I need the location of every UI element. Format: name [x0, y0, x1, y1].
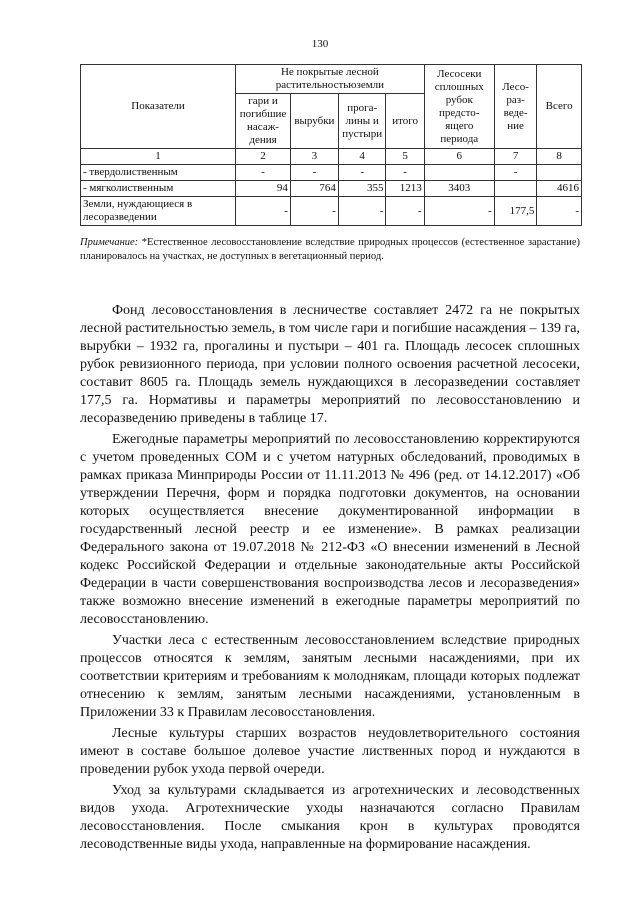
table-cell: -: [236, 165, 291, 181]
table-cell: -: [290, 197, 338, 226]
table-cell: 177,5: [494, 197, 536, 226]
table-note: [80, 236, 580, 264]
paragraph: Уход за культурами складывается из агротехнических и лесоводственных видов ухода. Агротехнические уходы назначаются согласно Правилам лесовосстановления. После смыкания крон в культурах проводятся лесоводственные виды ухода, направленные на формирование насаждения.: [80, 783, 580, 852]
body-text: [80, 302, 580, 854]
column-number: 4: [338, 149, 386, 165]
table-cell: -: [537, 197, 582, 226]
table-row: [81, 197, 582, 226]
header-glades: прога-лины и пустыри: [338, 94, 386, 149]
page-number: 130: [311, 38, 329, 50]
paragraph: Лесные культуры старших возрастов неудовлетворительного состояния имеют в составе большое долевое участие лиственных пород и нуждаются в проведении рубок ухода первой очереди.: [80, 726, 580, 777]
header-total: Всего: [537, 65, 582, 149]
note-text: *Естественное лесовосстановление вследствие природных процессов (естественное зарастание) планировалось на участках, не доступных в вегетационный период.: [80, 237, 580, 262]
column-number-row: [81, 149, 582, 165]
table-cell: -: [338, 165, 386, 181]
table-row: [81, 181, 582, 197]
note-label: Примечание:: [80, 237, 139, 248]
column-number: 6: [424, 149, 494, 165]
table-cell: -: [236, 197, 291, 226]
header-burned-areas: гари и погибшие насаж-дения: [236, 94, 291, 149]
header-afforestation: Лесо-раз-веде-ние: [494, 65, 536, 149]
table-cell: 3403: [424, 181, 494, 197]
table-row: [81, 165, 582, 181]
column-number: 2: [236, 149, 291, 165]
header-clearcut-areas: Лесосеки сплошных рубок предсто-ящего периода: [424, 65, 494, 149]
column-number: 1: [81, 149, 236, 165]
header-cutovers: вырубки: [290, 94, 338, 149]
header-not-covered-lands: Не покрытые лесной растительностьюземли: [236, 65, 425, 94]
column-number: 5: [386, 149, 424, 165]
reforestation-table: [80, 64, 582, 226]
table-cell: -: [494, 165, 536, 181]
table-cell: -: [386, 197, 424, 226]
table-cell: -: [386, 165, 424, 181]
table-cell: 4616: [537, 181, 582, 197]
table-cell: 94: [236, 181, 291, 197]
row-label: Земли, нуждающиеся в лесоразведении: [81, 197, 236, 226]
table-cell: [494, 181, 536, 197]
paragraph: Фонд лесовосстановления в лесничестве составляет 2472 га не покрытых лесной растительностью земель, в том числе гари и погибшие насаждения – 139 га, вырубки – 1932 га, прогалины и пустыри – 401 га. Площадь лесосек сплошных рубок ревизионного периода, при условии полного освоения расчетной лесосеки, составит 8605 га. Площадь земель нуждающихся в лесоразведении составляет 177,5 га. Нормативы и параметры мероприятий по лесовосстановлению и лесоразведению приведены в таблице 17.: [80, 303, 580, 426]
table-cell: -: [424, 197, 494, 226]
table-cell: [537, 165, 582, 181]
column-number: 7: [494, 149, 536, 165]
table-cell: 764: [290, 181, 338, 197]
table-cell: 1213: [386, 181, 424, 197]
paragraph: Участки леса с естественным лесовосстановлением вследствие природных процессов относятся к землям, занятым лесными насаждениями, при их соответствии критериям и требованиям к молоднякам, площади которых подлежат отнесению к землям, занятым лесными насаждениями, установленным в Приложении 33 к Правилам лесовосстановления.: [80, 633, 580, 720]
row-label: - мягколиственным: [81, 181, 236, 197]
table-cell: 355: [338, 181, 386, 197]
row-label: - твердолиственным: [81, 165, 236, 181]
table-cell: -: [290, 165, 338, 181]
header-subtotal: итого: [386, 94, 424, 149]
column-number: 8: [537, 149, 582, 165]
table-cell: [424, 165, 494, 181]
column-number: 3: [290, 149, 338, 165]
table-cell: -: [338, 197, 386, 226]
header-indicators: Показатели: [81, 65, 236, 149]
paragraph: Ежегодные параметры мероприятий по лесовосстановлению корректируются с учетом проведенных СОМ и с учетом натурных обследований, проводимых в рамках приказа Минприроды России от 11.11.2013 № 496 (ред. от 14.12.2017) «Об утверждении Перечня, форм и порядка подготовки документов, на основании которых осуществляется внесение документированной информации в государственный лесной реестр и ее изменение». В рамках реализации Федерального закона от 19.07.2018 № 212-ФЗ «О внесении изменений в Лесной кодекс Российской Федерации и отдельные законодательные акты Российской Федерации в части совершенствования воспроизводства лесов и лесоразведения» также возможно внесение изменений в ежегодные параметры мероприятий по лесовосстановлению.: [80, 432, 580, 627]
